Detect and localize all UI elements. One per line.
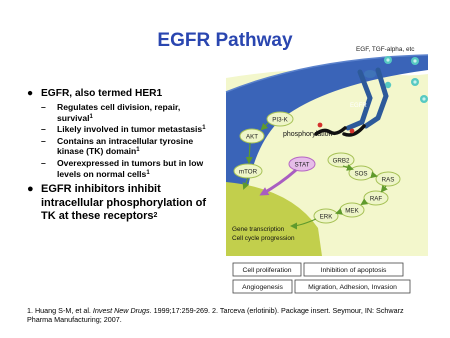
slide-title: EGFR Pathway <box>157 30 293 51</box>
node-akt-label: AKT <box>245 133 259 141</box>
node-mek <box>340 203 364 217</box>
dash: – <box>41 102 46 112</box>
footnote-marker: 1 <box>89 113 93 120</box>
dash: – <box>41 157 46 168</box>
footnote-marker: 2 <box>153 212 158 220</box>
outcome-migration-adhesion-invasion <box>295 280 410 293</box>
sub-bullet-text: Likely involved in tumor metastasis <box>57 124 203 135</box>
node-mek-label: MEK <box>345 207 359 215</box>
node-ras-label: RAS <box>381 176 395 184</box>
node-akt <box>240 129 264 143</box>
node-pi3k <box>267 112 293 126</box>
node-grb2 <box>328 153 354 167</box>
outcome-angiogenesis-label: Angiogenesis <box>242 284 283 291</box>
footnote-marker: 1 <box>136 147 140 154</box>
node-grb2-label: GRB2 <box>332 157 350 165</box>
bullet-egfr-text: EGFR, also termed HER1 <box>41 88 163 99</box>
node-raf <box>364 191 388 205</box>
outcome-migration-adhesion-invasion-label: Migration, Adhesion, Invasion <box>308 284 397 291</box>
nucleus-label-line2: Cell cycle progression <box>232 235 295 242</box>
footnote-marker: 1 <box>146 169 150 176</box>
bullet-dot: ● <box>27 88 34 99</box>
outcome-inhibition-of-apoptosis <box>304 263 403 276</box>
node-stat <box>289 157 315 171</box>
sub-bullet-text: Regulates cell division, repair, survival <box>57 102 181 123</box>
node-erk-label: ERK <box>319 213 333 221</box>
egfr-label: EGFR <box>350 103 367 109</box>
outcome-angiogenesis <box>233 280 292 293</box>
outcome-cell-proliferation-label: Cell proliferation <box>242 267 292 274</box>
ligand-label: EGF, TGF-alpha, etc <box>356 46 415 53</box>
sub-bullet-text: Contains an intracellular tyrosine kinase (TK) domain <box>57 135 194 157</box>
nucleus-label-line1: Gene transcription <box>232 226 285 233</box>
footnote-marker: 1 <box>202 125 206 132</box>
bullet-dot: ● <box>27 183 34 196</box>
node-stat-label: STAT <box>294 161 310 169</box>
node-mtor <box>234 164 262 178</box>
node-mtor-label: mTOR <box>238 168 258 176</box>
node-sos <box>349 166 373 180</box>
node-ras <box>376 172 400 186</box>
node-erk <box>314 209 338 223</box>
reference-journal: Invest New Drugs. <box>92 306 152 315</box>
outcome-inhibition-of-apoptosis-label: Inhibition of apoptosis <box>320 267 387 274</box>
reference-post: 1999;17:259-269. 2. Tarceva (erlotinib). Package insert. Seymour, IN: Schwarz Pharma Manufacturing; 2007. <box>27 306 404 324</box>
node-sos-label: SOS <box>354 170 368 178</box>
dash: – <box>41 124 46 135</box>
node-raf-label: RAF <box>369 195 383 203</box>
phosphorylation-label: phosphorylation <box>283 131 333 138</box>
bullet-inhibitors-text: EGFR inhibitors inhibit intracellular phosphorylation of TK at these receptors <box>41 183 207 223</box>
dash: – <box>41 135 46 146</box>
outcome-cell-proliferation <box>233 263 301 276</box>
reference-pre: 1. Huang S-M, et al. <box>27 306 93 315</box>
node-pi3k-label: PI3-K <box>272 116 288 124</box>
sub-bullet-text: Overexpressed in tumors but in low levels on normal cells <box>57 157 204 179</box>
